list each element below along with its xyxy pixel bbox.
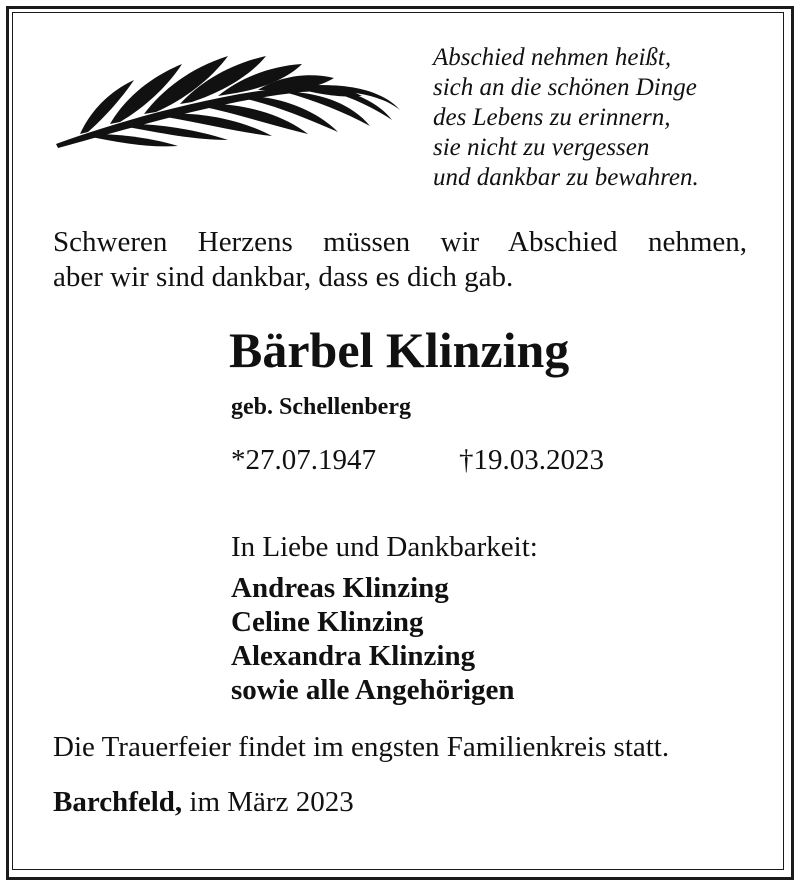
date: im März 2023 (189, 786, 354, 818)
memorial-poem (433, 43, 763, 193)
mourner-name: Celine Klinzing (231, 606, 424, 638)
intro-text (53, 225, 747, 295)
death-date: †19.03.2023 (459, 444, 604, 476)
palm-branch-icon (52, 48, 400, 152)
place-and-date (53, 786, 354, 819)
mourner-name: sowie alle Angehörigen (231, 674, 515, 706)
maiden-name: geb. Schellenberg (231, 394, 411, 420)
intro-line-1: Schweren Herzens müssen wir Abschied nehmen, (53, 226, 747, 258)
mourner-name: Andreas Klinzing (231, 572, 449, 604)
deceased-name: Bärbel Klinzing (229, 322, 570, 378)
funeral-note: Die Trauerfeier findet im engsten Familienkreis statt. (53, 731, 670, 763)
poem-line: sich an die schönen Dinge (433, 74, 697, 101)
mourner-name: Alexandra Klinzing (231, 640, 476, 672)
poem-line: und dankbar zu bewahren. (433, 164, 699, 191)
mourners-heading: In Liebe und Dankbarkeit: (231, 531, 538, 563)
birth-date: *27.07.1947 (231, 444, 376, 476)
mourners-list (231, 571, 515, 707)
poem-line: sie nicht zu vergessen (433, 134, 650, 161)
poem-line: des Lebens zu erinnern, (433, 104, 671, 131)
poem-line: Abschied nehmen heißt, (433, 44, 672, 71)
place: Barchfeld, (53, 786, 183, 818)
intro-line-2: aber wir sind dankbar, dass es dich gab. (53, 261, 514, 293)
